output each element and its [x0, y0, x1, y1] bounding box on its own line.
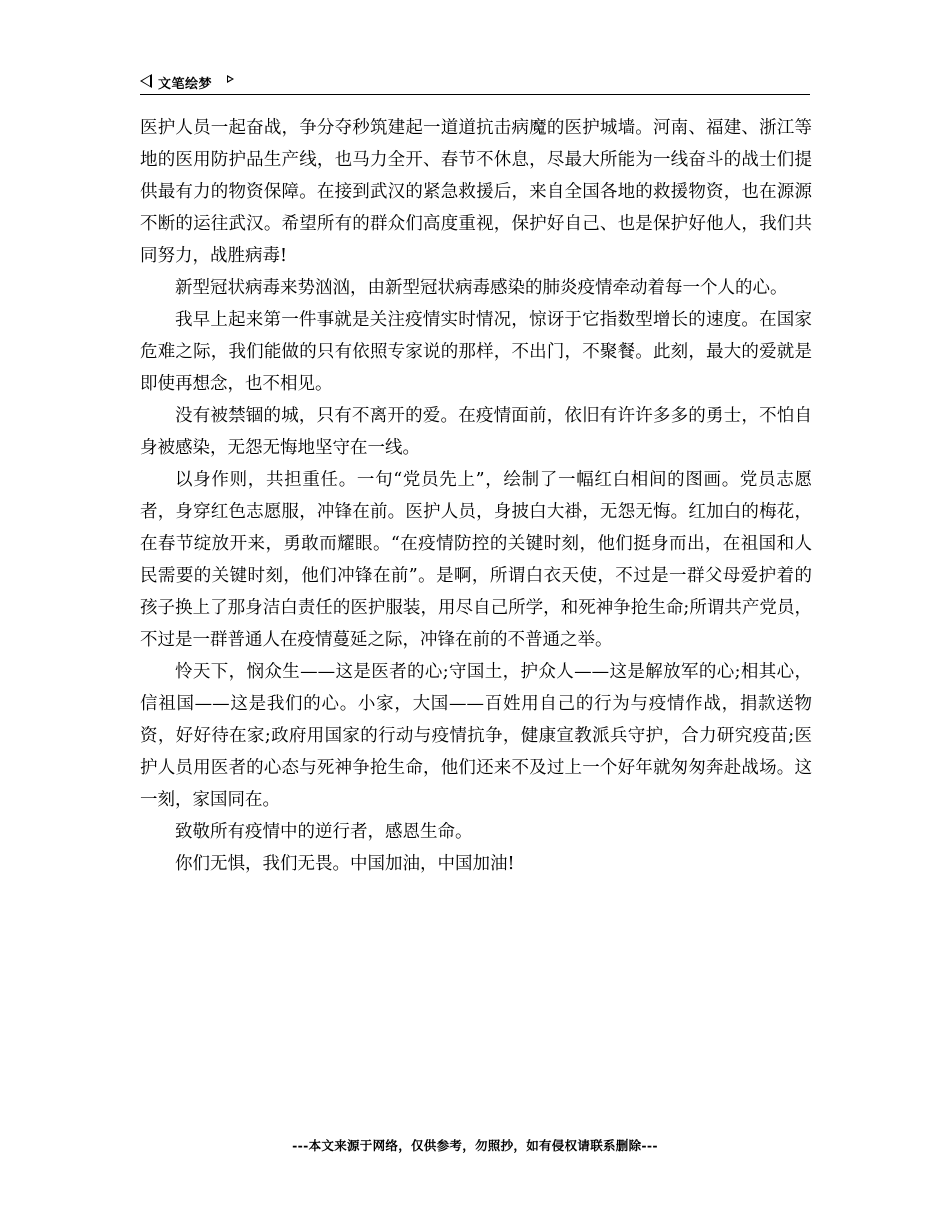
paragraph: 我早上起来第一件事就是关注疫情实时情况，惊讶于它指数型增长的速度。在国家危难之际，我们能做的只有依照专家说的那样，不出门，不聚餐。此刻，最大的爱就是即使再想念，也不相见。 [140, 310, 812, 394]
paragraph: 医护人员一起奋战，争分夺秒筑建起一道道抗击病魔的医护城墙。河南、福建、浙江等地的医用防护品生产线，也马力全开、春节不休息，尽最大所能为一线奋斗的战士们提供最有力的物资保障。在接到武汉的紧急救援后，来自全国各地的救援物资，也在源源不断的运往武汉。希望所有的群众们高度重视，保护好自己、也是保护好他人，我们共同努力，战胜病毒! [140, 118, 812, 266]
header-title: 文笔绘梦 [158, 77, 213, 92]
triangle-right-icon [227, 75, 234, 83]
triangle-left-icon [140, 74, 152, 88]
paragraph: 你们无惧，我们无畏。中国加油，中国加油! [175, 854, 515, 874]
document-body [140, 112, 812, 880]
paragraph: 没有被禁锢的城，只有不离开的爱。在疫情面前，依旧有许许多多的勇士，不怕自身被感染，无怨无悔地坚守在一线。 [140, 406, 812, 458]
paragraph: 怜天下，悯众生——这是医者的心;守国土，护众人——这是解放军的心;相其心，信祖国——这是我们的心。小家，大国——百姓用自己的行为与疫情作战，捐款送物资，好好待在家;政府用国家的行动与疫情抗争，健康宣教派兵守护，合力研究疫苗;医护人员用医者的心态与死神争抢生命，他们还来不及过上一个好年就匆匆奔赴战场。这一刻，家国同在。 [140, 662, 812, 810]
page-footer: ---本文来源于网络，仅供参考，勿照抄，如有侵权请联系删除--- [292, 1138, 658, 1153]
paragraph: 致敬所有疫情中的逆行者，感恩生命。 [175, 822, 473, 842]
paragraph: 新型冠状病毒来势汹汹，由新型冠状病毒感染的肺炎疫情牵动着每一个人的心。 [175, 278, 788, 298]
page-header [140, 72, 810, 95]
paragraph: 以身作则，共担重任。一句“党员先上”，绘制了一幅红白相间的图画。党员志愿者，身穿红色志愿服，冲锋在前。医护人员，身披白大褂，无怨无悔。红加白的梅花，在春节绽放开来，勇敢而耀眼。“在疫情防控的关键时刻，他们挺身而出，在祖国和人民需要的关键时刻，他们冲锋在前”。是啊，所谓白衣天使，不过是一群父母爱护着的孩子换上了那身洁白责任的医护服装，用尽自己所学，和死神争抢生命;所谓共产党员，不过是一群普通人在疫情蔓延之际，冲锋在前的不普通之举。 [140, 470, 812, 650]
